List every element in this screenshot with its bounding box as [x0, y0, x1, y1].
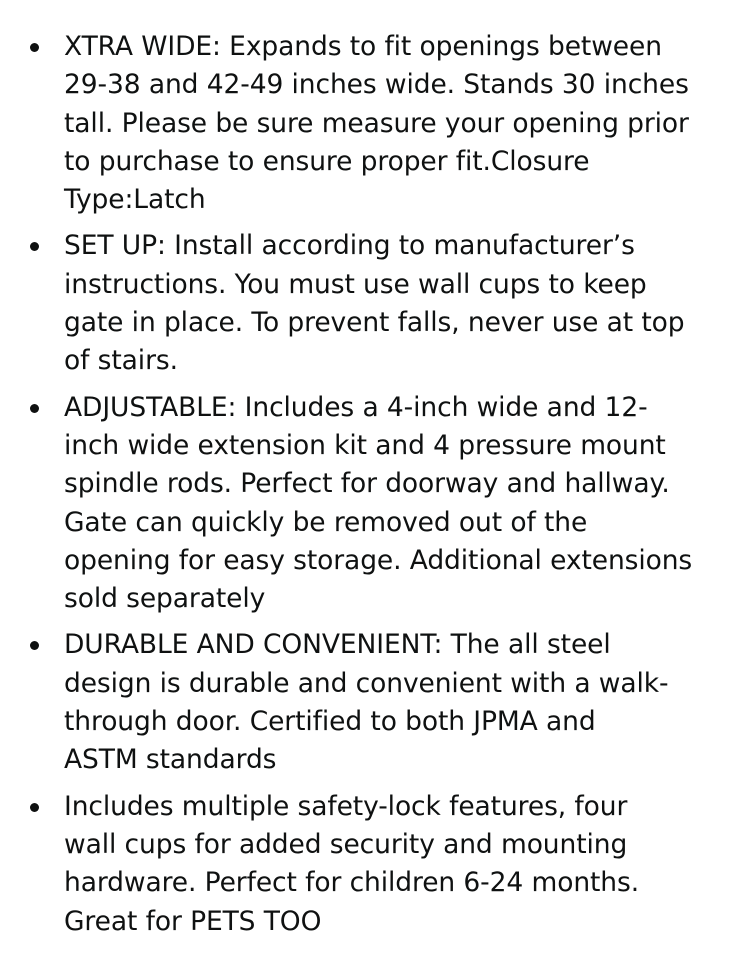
bullet-text: SET UP: Install according to manufacturer’s instructions. You must use wall cups to keep gate in place. To prevent falls, never use at top of stairs. [64, 230, 685, 377]
bullet-dot-icon [30, 242, 39, 251]
bullet-dot-icon [30, 404, 39, 413]
bullet-item-safety [0, 788, 750, 941]
bullet-item-set-up [0, 227, 750, 380]
bullet-dot-icon [30, 803, 39, 812]
bullet-item-xtra-wide [0, 28, 750, 219]
bullet-text: Includes multiple safety-lock features, four wall cups for added security and mounting hardware. Perfect for children 6-24 months. Great for PETS TOO [64, 790, 640, 937]
bullet-text: DURABLE AND CONVENIENT: The all steel design is durable and convenient with a walk- through door. Certified to both JPMA and ASTM standards [64, 629, 669, 776]
bullet-item-durable [0, 626, 750, 779]
bullet-item-adjustable [0, 389, 750, 619]
bullet-dot-icon [30, 43, 39, 52]
bullet-dot-icon [30, 641, 39, 650]
feature-bullet-list [0, 28, 750, 949]
bullet-text: ADJUSTABLE: Includes a 4-inch wide and 12- inch wide extension kit and 4 pressure mount spindle rods. Perfect for doorway and hallway. Gate can quickly be removed out of the opening for easy storage. Additional extensions sold separately [64, 391, 693, 615]
bullet-text: XTRA WIDE: Expands to fit openings between 29-38 and 42-49 inches wide. Stands 30 inches tall. Please be sure measure your opening prior to purchase to ensure proper fit.Closure Type:Latch [64, 31, 689, 216]
